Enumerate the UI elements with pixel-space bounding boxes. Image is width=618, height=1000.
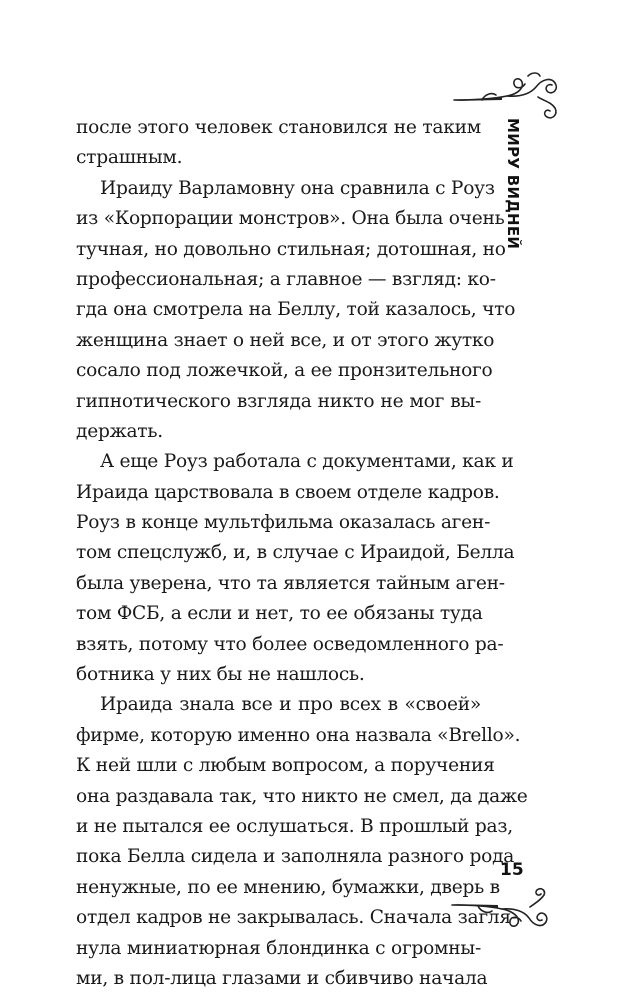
text-line: Ираида царствовала в своем отделе кадров. [76, 481, 500, 503]
text-line: профессиональная; а главное — взгляд: ко- [76, 268, 496, 290]
text-line: том спецслужб, и, в случае с Ираидой, Белла [76, 542, 515, 564]
text-line: из «Корпорации монстров». Она была очень [76, 208, 505, 230]
text-line: нула миниатюрная блондинка с огромны- [76, 937, 481, 959]
text-line: Роуз в конце мультфильма оказалась аген- [76, 512, 491, 534]
text-line: гипнотического взгляда никто не мог вы- [76, 390, 481, 412]
text-line: ненужные, по ее мнению, бумажки, дверь в [76, 876, 500, 898]
text-line: Ираида знала все и про всех в «своей» [100, 694, 481, 716]
running-head-text: МИРУ ВИДНЕЙ [504, 118, 522, 250]
text-line: фирме, которую именно она назвала «Brello». [76, 724, 521, 746]
text-line: А еще Роуз работала с документами, как и [100, 451, 514, 473]
text-line: тучная, но довольно стильная; дотошная, но [76, 238, 506, 260]
text-line: гда она смотрела на Беллу, той казалось, что [76, 299, 516, 321]
text-line: взять, потому что более осведомленного ра- [76, 633, 504, 655]
decorative-flourish-icon [450, 885, 550, 937]
text-line: держать. [76, 420, 163, 442]
text-line: Ираиду Варламовну она сравнила с Роуз [100, 177, 495, 199]
text-line: том ФСБ, а если и нет, то ее обязаны туда [76, 603, 483, 625]
text-line: ми, в пол-лица глазами и сбивчиво начала [76, 967, 488, 989]
text-line: сосало под ложечкой, а ее пронзительного [76, 360, 493, 382]
text-line: и не пытался ее ослушаться. В прошлый раз, [76, 815, 513, 837]
text-line: женщина знает о ней все, и от этого жутко [76, 329, 495, 351]
text-line: она раздавала так, что никто не смел, да даже [76, 785, 528, 807]
text-line: страшным. [76, 147, 183, 169]
text-line: отдел кадров не закрывалась. Сначала загля- [76, 907, 517, 929]
text-line: была уверена, что та является тайным аген- [76, 572, 505, 594]
text-line: ботника у них бы не нашлось. [76, 664, 365, 686]
page-number: 15 [500, 860, 524, 880]
text-line: пока Белла сидела и заполняла разного рода [76, 846, 515, 868]
text-line: после этого человек становился не таким [76, 117, 481, 138]
text-line: К ней шли с любым вопросом, а поручения [76, 755, 495, 777]
